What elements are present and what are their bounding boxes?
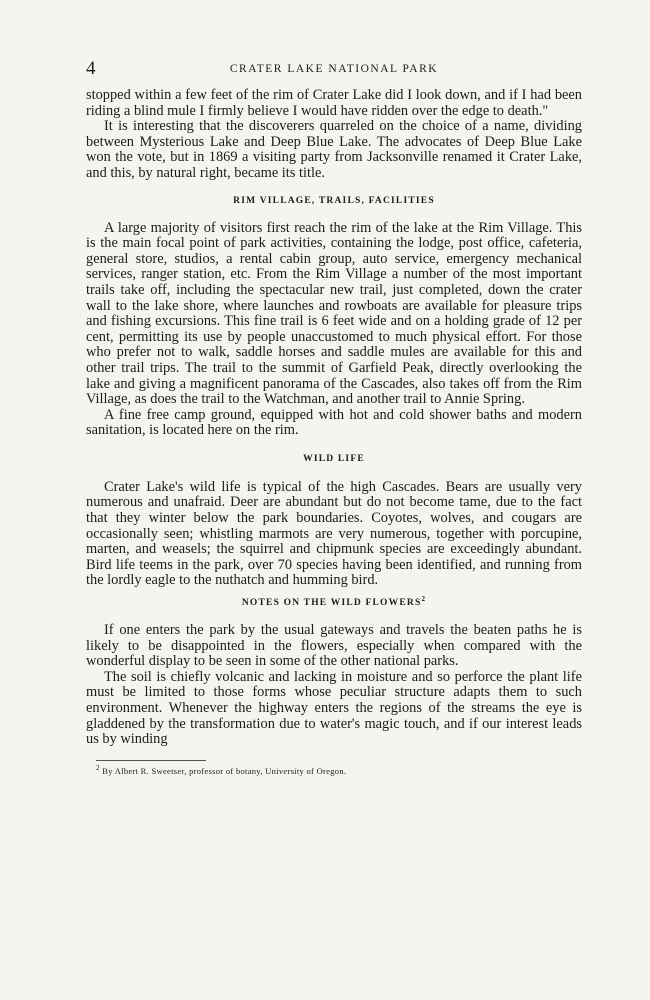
- footnote: [96, 763, 582, 776]
- footnote-text: By Albert R. Sweetser, professor of botany, University of Oregon.: [102, 765, 347, 776]
- paragraph-flowers-intro: If one enters the park by the usual gateways and travels the beaten paths he is likely to be disappointed in the flowers, especially when compared with the wonderful display to be seen in some of the other national parks.: [86, 622, 582, 670]
- paragraph-wild-life: Crater Lake's wild life is typical of the high Cascades. Bears are usually very numerous and unafraid. Deer are abundant but do not become tame, due to the fact that they winter below the park boundaries. Coyotes, wolves, and cougars are occasionally seen; whistling marmots are very numerous, together with porcupine, marten, and weasels; the squirrel and chipmunk species are exceedingly abundant. Bird life teems in the park, over 70 species having been identified, and running from the lordly eagle to the nuthatch and humming bird.: [86, 478, 582, 589]
- footnote-divider: [96, 760, 206, 761]
- paragraph-rim-village: A large majority of visitors first reach the rim of the lake at the Rim Village. This is the main focal point of park activities, containing the lodge, post office, cafeteria, general store, studios, a rental cabin group, auto service, emergency mechanical services, ranger station, etc. From the Rim Village a number of the most important trails take off, including the spectacular new trail, just completed, down the crater wall to the lake shore, where launches and rowboats are available for pleasure trips and fishing excursions. This fine trail is 6 feet wide and on a holding grade of 12 per cent, permitting its use by people unaccustomed to much physical effort. For those who prefer not to walk, saddle horses and saddle mules are available for this and other trail trips. The trail to the summit of Garfield Peak, directly overlooking the lake and giving a magnificent panorama of the Cascades, also takes off from the Rim Village, as does the trail to the Watchman, and another trail to Annie Spring.: [86, 219, 582, 408]
- footnote-reference-marker: 2: [421, 594, 427, 603]
- footnote-marker: 2: [96, 763, 100, 772]
- paragraph-naming: It is interesting that the discoverers quarreled on the choice of a name, dividing between Mysterious Lake and Deep Blue Lake. The advocates of Deep Blue Lake won the vote, but in 1869 a visiting party from Jacksonville renamed it Crater Lake, and this, by natural right, became its title.: [86, 118, 582, 181]
- paragraph-flowers-soil: The soil is chiefly volcanic and lacking in moisture and so perforce the plant life must be limited to those forms whose peculiar structure adapts them to such environment. Whenever the highway enters the regions of the streams the eye is gladdened by the transformation due to water's magic touch, and if our interest leads us by winding: [86, 668, 582, 748]
- paragraph-camp-ground: A fine free camp ground, equipped with hot and cold shower baths and modern sanitation, is located here on the rim.: [86, 406, 582, 439]
- running-title: CRATER LAKE NATIONAL PARK: [229, 63, 439, 75]
- section-heading-wild-flowers: [86, 594, 582, 609]
- wild-flowers-heading-text: NOTES ON THE WILD FLOWERS: [241, 598, 422, 609]
- section-heading-wild-life: WILD LIFE: [303, 453, 365, 464]
- paragraph-quote-end: stopped within a few feet of the rim of Crater Lake did I look down, and if I had been riding a blind mule I firmly believe I would have ridden over the edge to death.": [86, 87, 582, 119]
- section-heading-rim-village: RIM VILLAGE, TRAILS, FACILITIES: [233, 195, 435, 206]
- running-header: [86, 58, 582, 88]
- page-number: 4: [86, 58, 96, 79]
